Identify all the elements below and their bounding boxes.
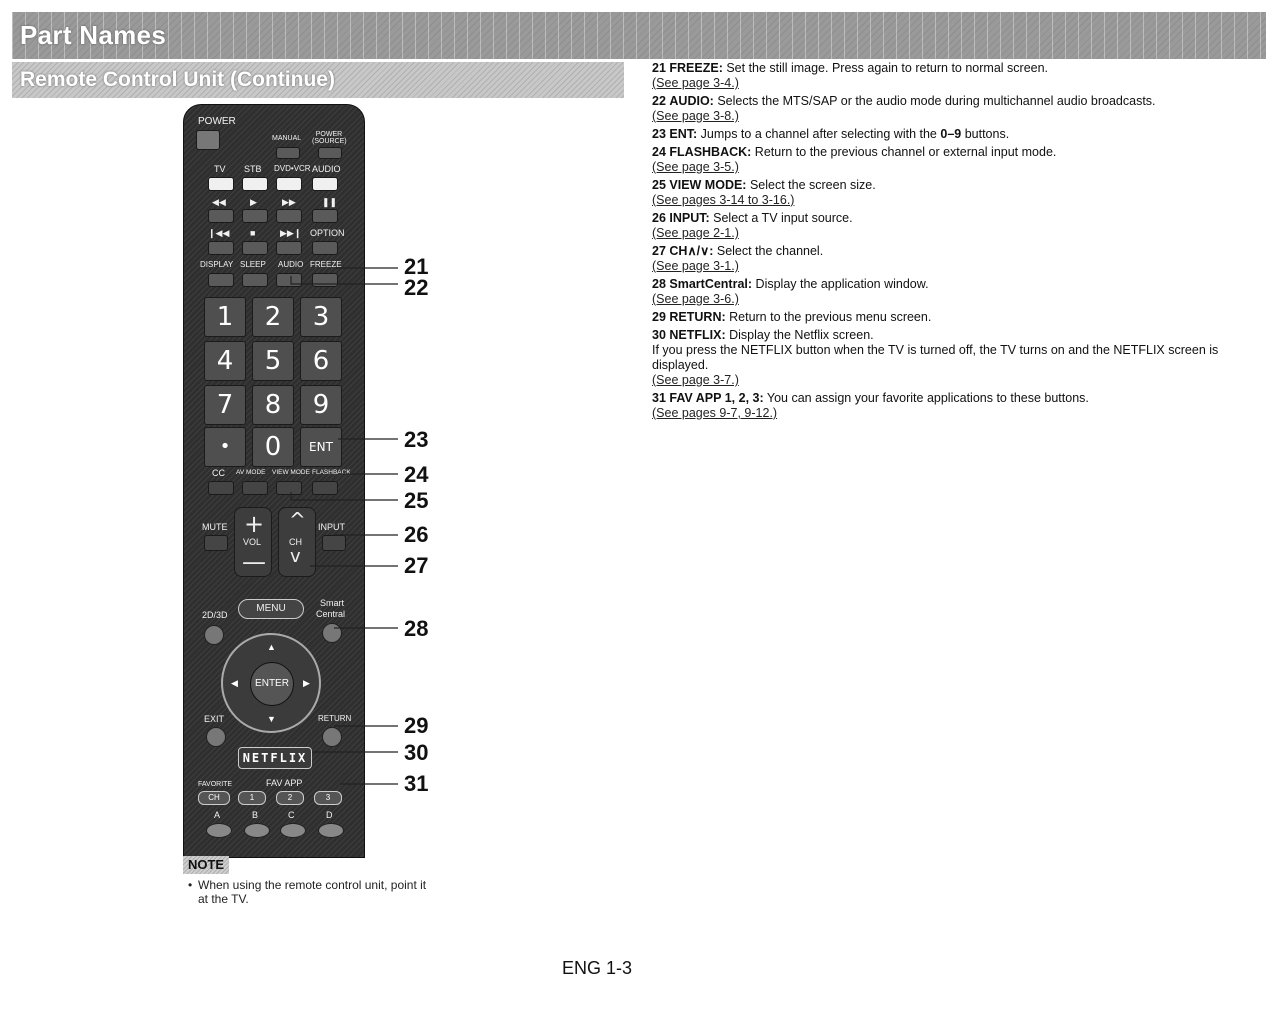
ch-label: CH — [289, 537, 302, 547]
mute-button — [204, 535, 228, 551]
power-label: POWER — [198, 116, 236, 127]
channel-down-icon: v — [290, 546, 301, 567]
stb-label: STB — [244, 164, 262, 174]
item-number: 23 — [652, 127, 666, 141]
item-desc: Display the application window. — [752, 277, 929, 291]
item-desc: Selects the MTS/SAP or the audio mode during multichannel audio broadcasts. — [713, 94, 1156, 108]
fav-app-1-button: 1 — [238, 791, 266, 805]
d-button — [318, 823, 344, 838]
number-button-0: 0 — [252, 427, 294, 467]
view-mode-label: VIEW MODE — [272, 469, 310, 476]
volume-down-icon: — — [242, 548, 266, 576]
display-button — [208, 273, 234, 287]
item-number: 21 — [652, 61, 666, 75]
c-label: C — [288, 810, 295, 820]
tv-button — [208, 177, 234, 191]
exit-button — [206, 727, 226, 747]
stop-button — [242, 241, 268, 255]
freeze-label: FREEZE — [310, 260, 342, 269]
enter-button: ENTER — [250, 662, 294, 706]
view-mode-button — [276, 481, 302, 495]
item-desc: Select a TV input source. — [709, 211, 853, 225]
number-button-3: 3 — [300, 297, 342, 337]
section-banner — [12, 62, 624, 98]
fast-forward-button — [276, 209, 302, 223]
channel-rocker — [278, 507, 316, 577]
description-item-31 — [652, 391, 1252, 421]
sleep-button — [242, 273, 268, 287]
channel-up-icon: ^ — [289, 508, 306, 532]
item-name: SmartCentral: — [669, 277, 753, 291]
pause-icon: ❚❚ — [322, 197, 338, 207]
stop-icon: ■ — [250, 228, 256, 238]
power-source-button — [318, 147, 342, 159]
exit-label: EXIT — [204, 714, 225, 724]
remote-control-illustration — [183, 104, 365, 858]
callout-26: 26 — [404, 522, 429, 547]
volume-rocker — [234, 507, 272, 577]
play-icon: ▶ — [250, 197, 257, 207]
manual-button — [276, 147, 300, 159]
item-desc: You can assign your favorite applications to these buttons. — [763, 391, 1089, 405]
a-label: A — [214, 810, 221, 820]
item-name: RETURN: — [669, 310, 726, 324]
tv-label: TV — [214, 164, 226, 174]
item-number: 25 — [652, 178, 666, 192]
number-button-6: 6 — [300, 341, 342, 381]
arrow-down-icon: ▼ — [267, 714, 276, 724]
flashback-label: FLASHBACK — [312, 469, 351, 476]
c-button — [280, 823, 306, 838]
page-number: ENG 1-3 — [562, 958, 633, 978]
2d3d-button — [204, 625, 224, 645]
fast-forward-icon: ▶▶ — [282, 197, 296, 207]
pause-button — [312, 209, 338, 223]
number-button-4: 4 — [204, 341, 246, 381]
smartcentral-button — [322, 623, 342, 643]
callout-22: 22 — [404, 275, 429, 300]
mute-label: MUTE — [202, 522, 228, 532]
item-number: 26 — [652, 211, 666, 225]
av-mode-label: AV MODE — [236, 469, 266, 476]
next-button — [276, 241, 302, 255]
item-name: NETFLIX: — [669, 328, 726, 342]
page-title: Part Names — [20, 20, 167, 50]
input-button — [322, 535, 346, 551]
number-button-9: 9 — [300, 385, 342, 425]
item-name: FAV APP 1, 2, 3: — [669, 391, 764, 405]
fav-app-2-button: 2 — [276, 791, 304, 805]
return-button — [322, 727, 342, 747]
audio-button — [276, 273, 302, 287]
item-number: 29 — [652, 310, 666, 324]
cc-button — [208, 481, 234, 495]
callout-28: 28 — [404, 616, 429, 641]
page-reference-link[interactable]: (See page 2-1.) — [652, 226, 739, 240]
callout-27: 27 — [404, 553, 429, 578]
arrow-up-icon: ▲ — [267, 642, 276, 652]
item-number: 24 — [652, 145, 666, 159]
number-button-1: 1 — [204, 297, 246, 337]
description-item-24 — [652, 145, 1252, 175]
cc-label: CC — [212, 468, 225, 478]
item-desc-bold: 0–9 — [940, 127, 962, 141]
item-desc: Set the still image. Press again to return to normal screen. — [722, 61, 1049, 75]
fav-app-label: FAV APP — [266, 778, 303, 788]
description-item-28 — [652, 277, 1252, 307]
number-button-2: 2 — [252, 297, 294, 337]
item-number: 28 — [652, 277, 666, 291]
arrow-right-icon: ▶ — [303, 678, 310, 688]
display-label: DISPLAY — [200, 260, 234, 269]
button-descriptions — [652, 61, 1252, 424]
ent-button: ENT — [300, 427, 342, 467]
note-label: NOTE — [183, 856, 229, 874]
dvd-vcr-label: DVD•VCR — [274, 164, 311, 173]
item-name: AUDIO: — [669, 94, 714, 108]
note-bullet: • — [188, 878, 193, 892]
callout-25: 25 — [404, 488, 429, 513]
item-name: ENT: — [669, 127, 698, 141]
d-label: D — [326, 810, 333, 820]
item-extra: If you press the NETFLIX button when the TV is turned off, the TV turns on and the NETFLIX screen is displayed. — [652, 343, 1219, 372]
favorite-label: FAVORITE — [198, 781, 233, 788]
number-button-5: 5 — [252, 341, 294, 381]
option-label: OPTION — [310, 228, 345, 238]
option-button — [312, 241, 338, 255]
section-title: Remote Control Unit (Continue) — [20, 68, 335, 91]
item-desc-end: buttons. — [961, 127, 1010, 141]
rewind-button — [208, 209, 234, 223]
audio-device-button — [312, 177, 338, 191]
item-number: 31 — [652, 391, 666, 405]
av-mode-button — [242, 481, 268, 495]
page-reference-link[interactable]: (See page 3-1.) — [652, 259, 739, 273]
stb-button — [242, 177, 268, 191]
item-desc: Return to the previous menu screen. — [725, 310, 932, 324]
sleep-label: SLEEP — [240, 260, 266, 269]
description-item-26 — [652, 211, 1252, 241]
callout-21: 21 — [404, 254, 429, 279]
item-name: CH∧/∨: — [669, 244, 714, 258]
rewind-icon: ◀◀ — [212, 197, 226, 207]
number-button-8: 8 — [252, 385, 294, 425]
audio-top-label: AUDIO — [312, 164, 341, 174]
fav-app-3-button: 3 — [314, 791, 342, 805]
directional-pad — [221, 633, 321, 733]
return-label: RETURN — [318, 714, 352, 723]
audio-label: AUDIO — [278, 260, 304, 269]
page-reference-link[interactable]: (See pages 3-14 to 3-16.) — [652, 193, 795, 207]
callout-31: 31 — [404, 771, 429, 796]
title-banner — [12, 12, 1266, 59]
b-button — [244, 823, 270, 838]
power-source-label: POWER (SOURCE) — [312, 131, 347, 145]
note-body: When using the remote control unit, point it at the TV. — [198, 878, 427, 906]
callout-24: 24 — [404, 462, 429, 487]
dot-button: • — [204, 427, 246, 467]
power-button — [196, 130, 220, 150]
central-label: Central — [316, 609, 346, 619]
vol-label: VOL — [243, 537, 262, 547]
dvd-vcr-button — [276, 177, 302, 191]
item-name: FLASHBACK: — [669, 145, 752, 159]
callout-23: 23 — [404, 427, 429, 452]
description-item-21 — [652, 61, 1252, 91]
next-icon: ▶▶❙ — [280, 228, 302, 238]
item-desc: Jumps to a channel after selecting with the — [697, 127, 941, 141]
description-item-23 — [652, 127, 1252, 142]
item-number: 22 — [652, 94, 666, 108]
page-reference-link[interactable]: (See page 3-4.) — [652, 76, 739, 90]
smart-label: Smart — [320, 598, 345, 608]
description-item-30 — [652, 328, 1252, 388]
item-desc: Select the screen size. — [746, 178, 876, 192]
description-item-27 — [652, 244, 1252, 274]
previous-button — [208, 241, 234, 255]
netflix-button: NETFLIX — [238, 747, 312, 769]
page-reference-link[interactable]: (See pages 9-7, 9-12.) — [652, 406, 778, 420]
menu-button: MENU — [238, 599, 304, 619]
page-reference-link[interactable]: (See page 3-8.) — [652, 109, 739, 123]
description-item-25 — [652, 178, 1252, 208]
volume-up-icon: + — [244, 510, 265, 538]
item-name: VIEW MODE: — [669, 178, 747, 192]
input-label: INPUT — [318, 522, 345, 532]
item-name: FREEZE: — [669, 61, 723, 75]
item-number: 27 — [652, 244, 666, 258]
item-name: INPUT: — [669, 211, 710, 225]
flashback-button — [312, 481, 338, 495]
arrow-left-icon: ◀ — [231, 678, 238, 688]
number-button-7: 7 — [204, 385, 246, 425]
2d3d-label: 2D/3D — [202, 610, 228, 620]
b-label: B — [252, 810, 259, 820]
page-reference-link[interactable]: (See page 3-5.) — [652, 160, 739, 174]
a-button — [206, 823, 232, 838]
callout-29: 29 — [404, 713, 429, 738]
item-number: 30 — [652, 328, 666, 342]
item-desc: Display the Netflix screen. — [725, 328, 874, 342]
freeze-button — [312, 273, 338, 287]
favorite-ch-button: CH — [198, 791, 230, 805]
description-item-22 — [652, 94, 1252, 124]
item-desc: Return to the previous channel or external input mode. — [751, 145, 1057, 159]
play-button — [242, 209, 268, 223]
note-text — [188, 878, 438, 906]
item-desc: Select the channel. — [713, 244, 824, 258]
callout-30: 30 — [404, 740, 429, 765]
page-reference-link[interactable]: (See page 3-6.) — [652, 292, 739, 306]
manual-label: MANUAL — [272, 135, 302, 142]
page-reference-link[interactable]: (See page 3-7.) — [652, 373, 739, 387]
description-item-29 — [652, 310, 1252, 325]
previous-icon: ❙◀◀ — [208, 228, 230, 238]
